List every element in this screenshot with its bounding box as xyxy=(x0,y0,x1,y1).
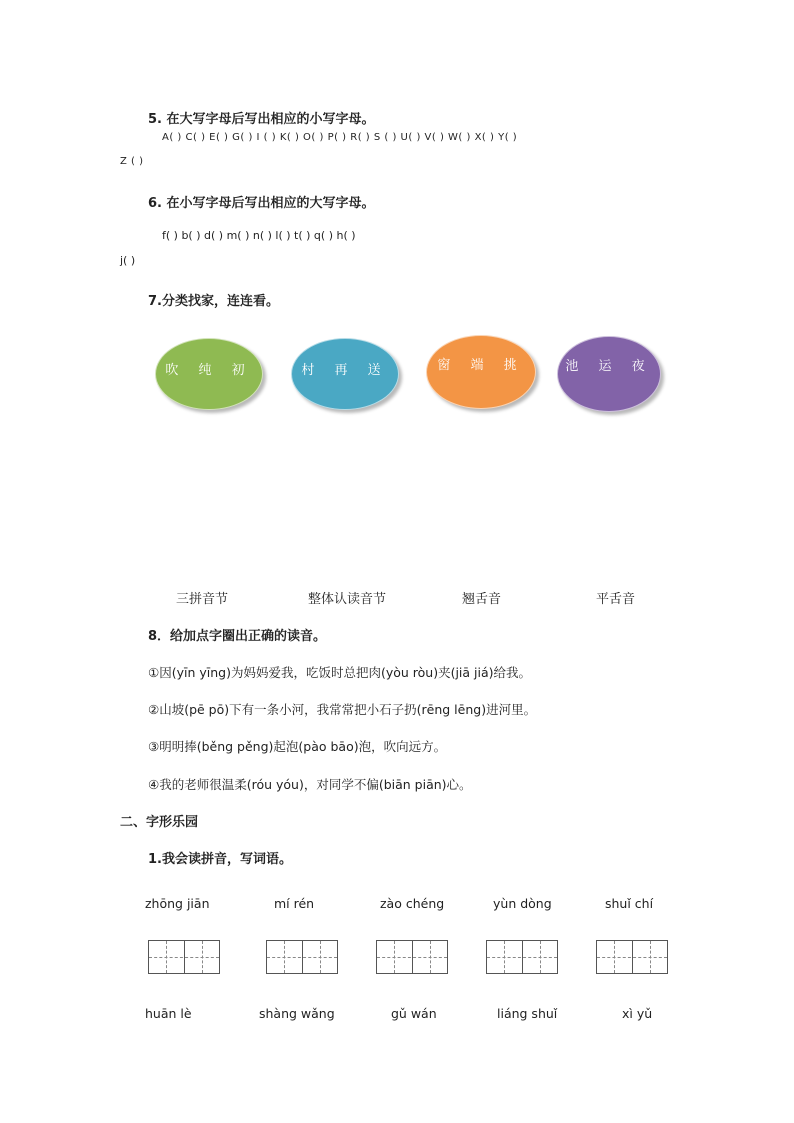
pinyin-9: liáng shuǐ xyxy=(497,1006,558,1021)
q8-line-2: ②山坡(pē pō)下有一条小河，我常常把小石子扔(rēng lēng)进河里。 xyxy=(148,702,537,717)
oval-group-1[interactable] xyxy=(155,338,263,410)
tianzige-box-1[interactable] xyxy=(148,940,220,974)
pinyin-8: gǔ wán xyxy=(391,1006,437,1021)
oval-group-2-label: 村 再 送 xyxy=(301,363,389,378)
pinyin-1: zhōng jiān xyxy=(145,896,210,911)
section-2-title: 二、字形乐园 xyxy=(120,815,199,830)
category-4[interactable]: 平舌音 xyxy=(596,592,636,607)
pinyin-4: yùn dòng xyxy=(493,896,552,911)
q8-title: 8．给加点字圈出正确的读音。 xyxy=(148,629,327,644)
q8-line-4: ④我的老师很温柔(róu yóu)，对同学不偏(biān piān)心。 xyxy=(148,777,472,792)
pinyin-7: shàng wǎng xyxy=(259,1006,335,1021)
oval-group-3-label: 窗 端 挑 xyxy=(437,358,525,373)
oval-group-4-label: 池 运 夜 xyxy=(565,359,653,374)
q5-uppercase-row: A( ) C( ) E( ) G( ) I ( ) K( ) O( ) P( ) R( ) S ( ) U( ) V( ) W( ) X( ) Y( ) xyxy=(162,132,518,143)
tianzige-box-5[interactable] xyxy=(596,940,668,974)
tianzige-box-3[interactable] xyxy=(376,940,448,974)
q8-line-1: ①因(yīn yīng)为妈妈爱我，吃饭时总把肉(yòu ròu)夹(jiā jiá)给我。 xyxy=(148,665,532,680)
q8-line-3: ③明明捧(běng pěng)起泡(pào bāo)泡，吹向远方。 xyxy=(148,739,447,754)
pinyin-2: mí rén xyxy=(274,896,315,911)
pinyin-3: zào chéng xyxy=(380,896,445,911)
q6-title: 6. 在小写字母后写出相应的大写字母。 xyxy=(148,196,375,211)
oval-group-4[interactable] xyxy=(557,336,661,412)
category-2[interactable]: 整体认读音节 xyxy=(308,592,387,607)
q5-uppercase-row-2: Z ( ) xyxy=(120,156,144,167)
tianzige-box-4[interactable] xyxy=(486,940,558,974)
pinyin-5: shuǐ chí xyxy=(605,896,654,911)
section-2-q1-title: 1.我会读拼音，写词语。 xyxy=(148,852,292,867)
pinyin-6: huān lè xyxy=(145,1006,192,1021)
tianzige-box-2[interactable] xyxy=(266,940,338,974)
oval-group-1-label: 吹 纯 初 xyxy=(165,363,253,378)
q6-lowercase-row: f( ) b( ) d( ) m( ) n( ) l( ) t( ) q( ) h( ) xyxy=(162,229,356,242)
q7-title: 7.分类找家，连连看。 xyxy=(148,294,279,309)
q6-lowercase-row-2: j( ) xyxy=(120,254,136,267)
pinyin-10: xì yǔ xyxy=(622,1006,653,1021)
category-3[interactable]: 翘舌音 xyxy=(462,592,502,607)
category-1[interactable]: 三拼音节 xyxy=(176,592,229,607)
oval-group-3[interactable] xyxy=(426,335,536,409)
oval-group-2[interactable] xyxy=(291,338,399,410)
q5-title: 5. 在大写字母后写出相应的小写字母。 xyxy=(148,112,375,127)
